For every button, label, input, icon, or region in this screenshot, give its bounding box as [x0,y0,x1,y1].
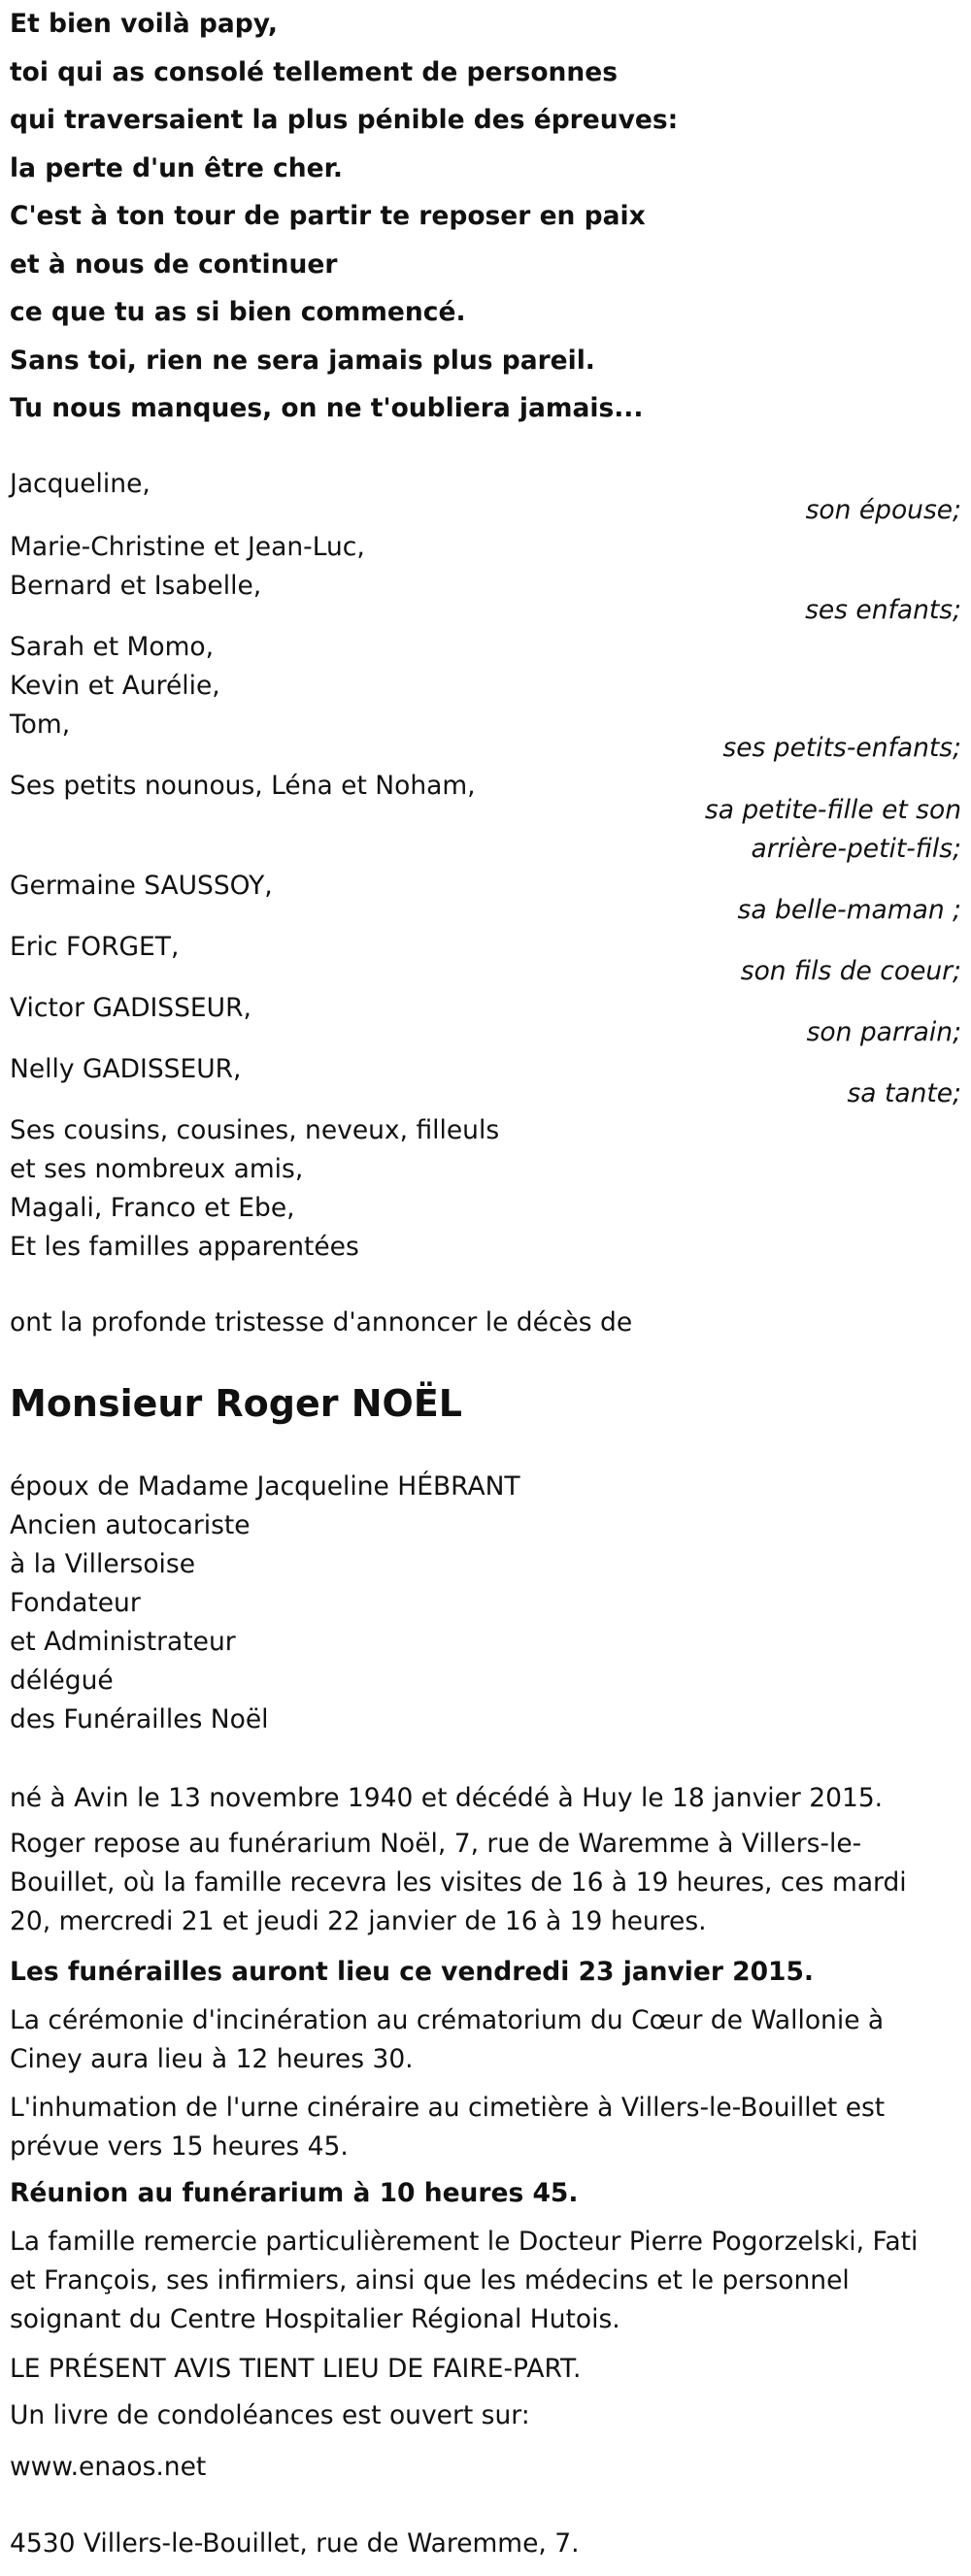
grandchild-name: Tom, [10,710,71,740]
bio-line: des Funérailles Noël [10,1704,269,1734]
birth-death: né à Avin le 13 novembre 1940 et décédé à Huy le 18 janvier 2015. [10,1783,884,1813]
grandchild-name: Sarah et Momo, [10,632,215,662]
poem-line: Et bien voilà papy, [10,9,278,39]
thanks: La famille remercie particulièrement le Docteur Pierre Pogorzelski, Fati et François, ses infirmiers, ainsi que les médecins et le personnel soignant du Centre Hospitalier Régional Hutois. [10,2227,919,2334]
poem-line: qui traversaient la plus pénible des épreuves: [10,105,679,135]
website-link[interactable]: www.enaos.net [10,2452,207,2482]
children-names [10,528,365,606]
godfather-name: Victor GADISSEUR, [10,993,251,1023]
bio-line: époux de Madame Jacqueline HÉBRANT [10,1471,520,1502]
poem-line: et à nous de continuer [10,248,338,280]
poem-line: toi qui as consolé tellement de personnes [10,56,619,87]
announcement: ont la profonde tristesse d'annoncer le décès de [10,1307,633,1338]
biography [10,1468,520,1739]
condolence-intro: Un livre de condoléances est ouvert sur: [10,2400,530,2430]
poem-line: ce que tu as si bien commencé. [10,297,466,327]
bio-line: Ancien autocariste [10,1510,251,1540]
funeral-date: Les funérailles auront lieu ce vendredi 23 janvier 2015. [10,1957,814,1987]
nounous-names: Ses petits nounous, Léna et Noham, [10,771,476,801]
godfather-relation: son parrain; [806,1017,961,1047]
grandchildren-relation: ses petits-enfants; [722,733,961,763]
grandchildren-names [10,628,220,744]
bio-line: et Administrateur [10,1627,236,1657]
other-relatives-line: Ses cousins, cousines, neveux, filleuls [10,1115,500,1145]
aunt-name: Nelly GADISSEUR, [10,1054,242,1084]
other-relatives [10,1111,499,1267]
other-relatives-line: Et les familles apparentées [10,1232,359,1262]
notice: LE PRÉSENT AVIS TIENT LIEU DE FAIRE-PART. [10,2354,582,2384]
poem-line: la perte d'un être cher. [10,152,343,183]
meeting-info: Réunion au funérarium à 10 heures 45. [10,2178,579,2208]
grandchild-name: Kevin et Aurélie, [10,671,220,701]
poem [10,0,961,433]
child-name: Marie-Christine et Jean-Luc, [10,532,365,562]
mother-in-law-relation: sa belle-maman ; [737,895,961,925]
other-relatives-line: Magali, Franco et Ebe, [10,1193,295,1223]
children-relation: ses enfants; [805,595,961,625]
bio-line: délégué [10,1666,114,1696]
other-relatives-line: et ses nombreux amis, [10,1154,304,1184]
nounous-relation [705,791,961,869]
spouse-relation: son épouse; [805,495,961,525]
cremation-info: La cérémonie d'incinération au crématorium du Cœur de Wallonie à Ciney aura lieu à 12 heures 30. [10,2005,885,2074]
heart-son-name: Eric FORGET, [10,932,180,962]
deceased-name: Monsieur Roger NOËL [10,1382,463,1425]
spouse-name: Jacqueline, [10,469,151,499]
aunt-relation: sa tante; [847,1078,961,1108]
heart-son-relation: son fils de coeur; [740,956,961,986]
bio-line: Fondateur [10,1588,141,1618]
address: 4530 Villers-le-Bouillet, rue de Waremme, 7. [10,2528,580,2559]
nounous-relation-line: arrière-petit-fils; [751,834,961,864]
nounous-relation-line: sa petite-fille et son [704,795,961,825]
bio-line: à la Villersoise [10,1549,196,1579]
poem-line: Sans toi, rien ne sera jamais plus pareil. [10,345,595,376]
rest-info: Roger repose au funérarium Noël, 7, rue de Waremme à Villers-le-Bouillet, où la famille recevra les visites de 16 à 19 heures, ces mardi 20, mercredi 21 et jeudi 22 janvier de 16 à 19 heures. [10,1829,907,1936]
burial-info: L'inhumation de l'urne cinéraire au cimetière à Villers-le-Bouillet est prévue vers 15 heures 45. [10,2093,886,2162]
poem-line: Tu nous manques, on ne t'oubliera jamais... [10,393,644,423]
poem-line: C'est à ton tour de partir te reposer en paix [10,201,646,231]
mother-in-law-name: Germaine SAUSSOY, [10,871,273,901]
child-name: Bernard et Isabelle, [10,571,262,601]
